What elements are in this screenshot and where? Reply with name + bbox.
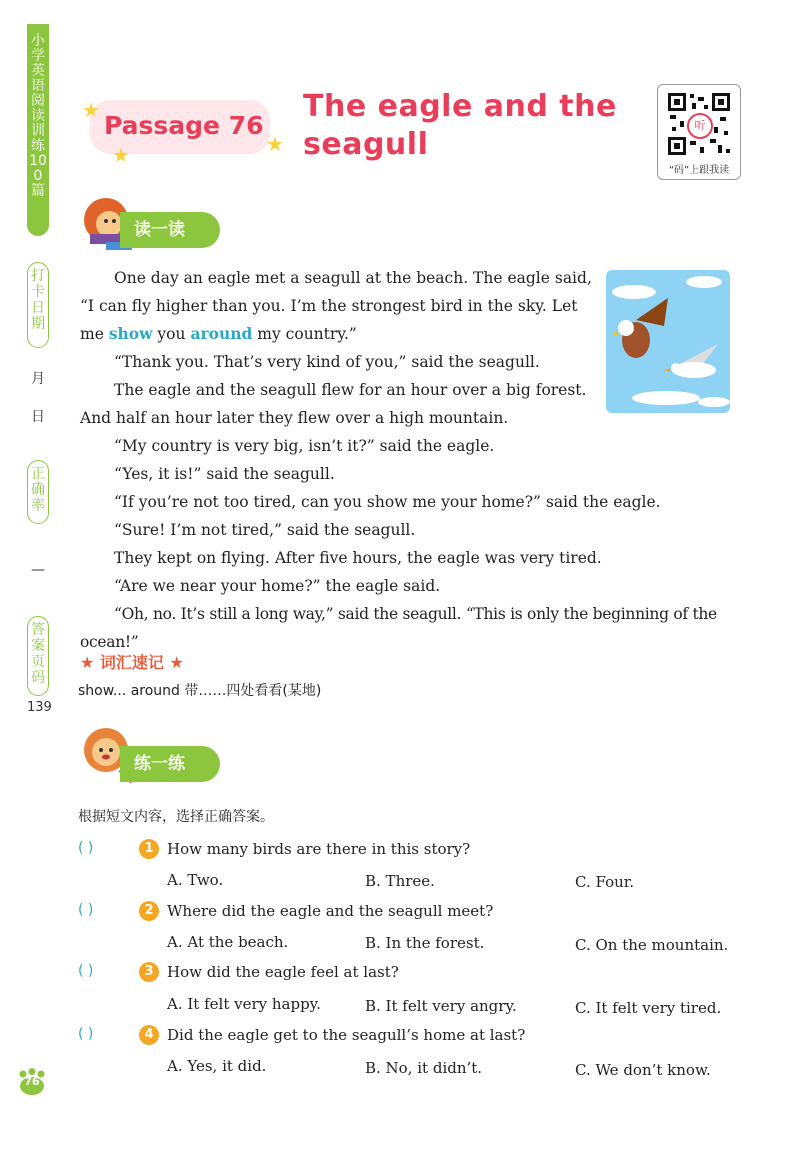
question-number: 3 — [139, 962, 159, 982]
star-icon: ★ — [266, 132, 284, 156]
question-text: How did the eagle feel at last? — [167, 963, 399, 981]
question-number: 2 — [139, 901, 159, 921]
option-c[interactable]: C. We don’t know. — [575, 1061, 711, 1079]
option-a[interactable]: A. Two. — [167, 871, 224, 889]
question-text: Where did the eagle and the seagull meet? — [167, 902, 494, 920]
star-icon: ★ — [82, 98, 100, 122]
answer-blank[interactable]: ( ) — [78, 1026, 94, 1042]
exercise-section-banner — [120, 746, 220, 782]
vocab-entry: show... around 带……四处看看(某地) — [78, 683, 322, 699]
option-a[interactable]: A. Yes, it did. — [167, 1057, 267, 1075]
question-text: How many birds are there in this story? — [167, 840, 471, 858]
page-number-badge — [17, 1068, 47, 1096]
star-icon: ★ — [112, 143, 130, 167]
option-b[interactable]: B. It felt very angry. — [365, 997, 517, 1015]
answer-page-number: 139 — [27, 700, 52, 715]
option-b[interactable]: B. In the forest. — [365, 934, 485, 952]
month-label: 月 — [31, 371, 45, 387]
reading-section-banner — [120, 212, 220, 248]
paragraph-9: “Are we near your home?” the eagle said. — [114, 577, 441, 595]
option-b[interactable]: B. Three. — [365, 872, 435, 890]
paragraph-2: “Thank you. That’s very kind of you,” said the seagull. — [114, 353, 540, 371]
vocab-highlight-around: around — [190, 324, 253, 343]
option-c[interactable]: C. It felt very tired. — [575, 999, 722, 1017]
page-number: 76 — [24, 1075, 40, 1088]
paragraph-5: “Yes, it is!” said the seagull. — [114, 465, 335, 483]
passage-label: Passage 76 — [104, 111, 264, 140]
eagle-and-seagull-illustration — [606, 270, 730, 413]
paragraph-8: They kept on flying. After five hours, the eagle was very tired. — [114, 549, 602, 567]
paragraph-6: “If you’re not too tired, can you show me your home?” said the eagle. — [114, 493, 661, 511]
option-a[interactable]: A. It felt very happy. — [167, 995, 321, 1013]
answer-blank[interactable]: ( ) — [78, 963, 94, 979]
page-title: The eagle and the seagull — [303, 89, 617, 162]
exercise-section-label: 练一练 — [134, 754, 185, 774]
listen-icon: 听 — [687, 113, 713, 139]
reading-section-label: 读一读 — [134, 220, 185, 240]
exercise-instruction: 根据短文内容，选择正确答案。 — [78, 809, 274, 825]
option-c[interactable]: C. Four. — [575, 873, 635, 891]
paragraph-1: One day an eagle met a seagull at the beach. The eagle said, “I can fly higher than you. I’m the strongest bird in the sky. Let me show you around my country.” — [80, 269, 592, 343]
option-c[interactable]: C. On the mountain. — [575, 936, 729, 954]
vocab-heading: ★ 词汇速记 ★ — [80, 653, 184, 672]
vocab-highlight-show: show — [108, 324, 153, 343]
qr-code-box[interactable] — [657, 84, 741, 180]
qr-caption: “码”上跟我读 — [668, 165, 730, 176]
answer-blank[interactable]: ( ) — [78, 840, 94, 856]
accuracy-value: — — [31, 562, 45, 578]
paragraph-4: “My country is very big, isn’t it?” said the eagle. — [114, 437, 495, 455]
question-text: Did the eagle get to the seagull’s home at last? — [167, 1026, 526, 1044]
option-a[interactable]: A. At the beach. — [167, 933, 289, 951]
answer-blank[interactable]: ( ) — [78, 902, 94, 918]
answer-page-label: 答案页码 — [27, 616, 49, 696]
checkin-date-label: 打卡日期 — [27, 262, 49, 348]
option-b[interactable]: B. No, it didn’t. — [365, 1059, 483, 1077]
paragraph-10: “Oh, no. It’s still a long way,” said the seagull. “This is only the beginning of the ocean!” — [80, 605, 717, 651]
paragraph-7: “Sure! I’m not tired,” said the seagull. — [114, 521, 416, 539]
book-title: 小学英语阅读训练100篇 — [29, 33, 47, 199]
book-title-tab — [27, 24, 49, 236]
question-number: 1 — [139, 839, 159, 859]
accuracy-label: 正确率 — [27, 460, 49, 524]
question-number: 4 — [139, 1025, 159, 1045]
paragraph-3: The eagle and the seagull flew for an hour over a big forest. And half an hour later they flew over a high mountain. — [80, 381, 587, 427]
day-label: 日 — [31, 409, 45, 425]
